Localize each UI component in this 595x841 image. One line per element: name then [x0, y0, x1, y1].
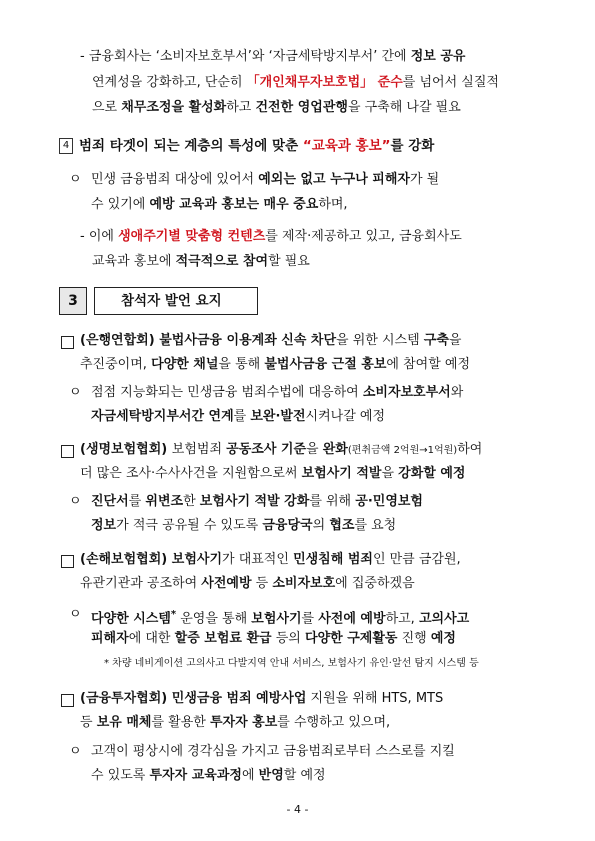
text-bold: 민생침해 범죄	[293, 552, 373, 567]
text: 할 필요	[268, 254, 310, 269]
text-bold: 진단서	[91, 494, 129, 509]
section-title: 참석자 발언 요지	[94, 287, 258, 315]
text: 의	[312, 518, 330, 533]
text-bold: 다양한 구제활동	[305, 631, 398, 646]
text: 을 통해	[218, 357, 265, 372]
text: 수 있기에	[91, 197, 150, 212]
p2-line-1	[80, 441, 482, 460]
text-bold: 예방 교육과 홍보는 매우 중요	[149, 197, 319, 212]
text: 를 수행하고 있으며,	[277, 715, 391, 730]
text: 등	[80, 715, 97, 730]
text-bold: 반영	[258, 768, 284, 783]
o5-line-2	[91, 767, 326, 785]
text-red: 생애주기별 맞춤형 컨텐츠	[118, 229, 266, 244]
heading-4	[79, 137, 434, 155]
text: 를 위해	[309, 494, 356, 509]
text-bold: (금융투자협회)	[80, 691, 172, 706]
p3-line-1	[80, 551, 461, 569]
circle-bullet: ㅇ	[69, 744, 82, 759]
text-bold: 보험사기 적발 강화	[199, 494, 310, 509]
text-bold: 불법사금융 근절 홍보	[264, 357, 387, 372]
text-red: “교육과 홍보”	[302, 138, 391, 154]
text-bold: 예외는 없고 누구나 피해자	[258, 172, 410, 187]
text-bold: 보험사기	[251, 611, 302, 627]
page-number: - 4 -	[286, 803, 309, 816]
o2-line-1	[91, 384, 463, 402]
d1-line-2	[92, 253, 310, 271]
heading-number-box: 4	[59, 138, 73, 154]
text: 하고,	[385, 611, 419, 627]
text: 민생 금융범죄 대상에 있어서	[91, 172, 259, 187]
text-bold: 예정	[430, 631, 456, 646]
text-bold: 정보	[91, 518, 117, 533]
o4-line-1	[91, 606, 469, 628]
text: - 이에	[80, 229, 119, 244]
checkbox-square-icon	[61, 555, 74, 568]
text-red: 「개인채무자보호법」 준수	[246, 75, 403, 90]
text: 를 요청	[354, 518, 397, 533]
checkbox-square-icon	[61, 694, 74, 707]
text: 가 적극 공유될 수 있도록	[116, 518, 263, 533]
text: 에 참여할 예정	[386, 357, 471, 372]
footnote: * 차량 네비게이션 고의사고 다발지역 안내 서비스, 보험사기 유인·알선 탐지 시스템 등	[104, 658, 479, 669]
text-bold: 불법사금융 이용계좌 신속 차단	[159, 333, 337, 348]
d1-line-1	[80, 228, 462, 246]
p4-line-1	[80, 690, 443, 708]
text: 진행	[397, 631, 431, 646]
text-bold: 소비자보호	[272, 576, 336, 591]
text: 시켜나갈 예정	[305, 409, 386, 424]
text-bold: 건전한 영업관행	[255, 100, 348, 115]
text-bold: 공동조사 기준	[226, 442, 307, 457]
text: 을 구축해 나갈 필요	[347, 100, 461, 115]
text-bold: 보험사기	[171, 552, 222, 567]
circle-bullet: ㅇ	[69, 172, 82, 187]
o2-line-2	[91, 408, 385, 426]
text: 할 예정	[283, 768, 326, 783]
text: 에 대한	[128, 631, 175, 646]
checkbox-square-icon	[61, 336, 74, 349]
text: 보험범죄	[171, 442, 227, 457]
checkbox-square-icon	[61, 445, 74, 458]
text-bold: 사전예방	[201, 576, 252, 591]
text-bold: 사전에 예방	[318, 611, 386, 627]
p1-line-2	[80, 356, 470, 374]
section-number: 3	[59, 287, 87, 315]
text-bold: 다양한 채널	[151, 357, 219, 372]
text: 을	[306, 442, 323, 457]
text: 하며,	[318, 197, 348, 212]
text-bold: 정보 공유	[410, 49, 466, 64]
text: 으로	[92, 100, 122, 115]
o4-line-2	[91, 630, 456, 648]
text: 점점 지능화되는 민생금융 범죄수법에 대응하여	[91, 385, 363, 400]
text-bold: 투자자 교육과정	[149, 768, 242, 783]
p1-line-1	[80, 332, 461, 350]
text-bold: 공·민영보험	[355, 494, 423, 509]
text-bold: (은행연합회)	[80, 333, 160, 348]
text-small: (편취금액 2억원→1억원)	[347, 445, 458, 456]
text: 를 강화	[390, 138, 435, 154]
o3-line-1	[91, 493, 423, 511]
text-bold: 위변조	[145, 494, 184, 509]
text: 가 대표적인	[222, 552, 294, 567]
text: 등의	[271, 631, 305, 646]
text-bold: (생명보험협회)	[80, 442, 172, 457]
text-bold: (손해보험협회)	[80, 552, 172, 567]
text: 추진중이며,	[80, 357, 152, 372]
text: 범죄 타겟이 되는 계층의 특성에 맞춘	[79, 138, 303, 154]
circle-bullet: ㅇ	[69, 494, 82, 509]
text: 등	[251, 576, 273, 591]
text: 한	[183, 494, 200, 509]
o1-line-1	[91, 171, 439, 189]
text-bold: 투자자 홍보	[209, 715, 278, 730]
text: 를 넘어서 실질적	[402, 75, 499, 90]
text: - 금융회사는 ‘소비자보호부서’와 ‘자금세탁방지부서’ 간에	[80, 49, 411, 64]
text-bold: 자금세탁방지부서간 연계	[91, 409, 234, 424]
footnote-marker: *	[170, 609, 177, 620]
text-bold: 적극적으로 참여	[175, 254, 269, 269]
text: 유관기관과 공조하여	[80, 576, 202, 591]
text: 를	[128, 494, 146, 509]
o5-line-1: 고객이 평상시에 경각심을 가지고 금융범죄로부터 스스로를 지킬	[91, 744, 455, 759]
bullet-line-3	[92, 99, 461, 117]
text: 인 만큼 금감원,	[372, 552, 461, 567]
text: 하고	[226, 100, 256, 115]
text: 하여	[457, 442, 483, 457]
p4-line-2	[80, 714, 390, 732]
text-bold: 보완·발전	[250, 409, 306, 424]
text-bold: 보험사기 적발	[301, 466, 382, 481]
text-bold: 소비자보호부서	[362, 385, 451, 400]
text-bold: 완화	[322, 442, 348, 457]
text: 연계성을 강화하고, 단순히	[92, 75, 247, 90]
text: 와	[450, 385, 464, 400]
text: 에	[241, 768, 259, 783]
text: 수 있도록	[91, 768, 150, 783]
text: 를 활용한	[151, 715, 210, 730]
text: 교육과 홍보에	[92, 254, 176, 269]
circle-bullet: ㅇ	[69, 607, 82, 622]
text: 을 위한 시스템	[336, 333, 424, 348]
text: 지원을 위해 HTS, MTS	[306, 691, 444, 706]
text-bold: 할증 보험료 환급	[174, 631, 272, 646]
o3-line-2	[91, 517, 396, 535]
text-bold: 강화할 예정	[398, 466, 466, 481]
p3-line-2	[80, 575, 415, 593]
text: 을	[381, 466, 399, 481]
o1-line-2	[91, 196, 348, 214]
circle-bullet: ㅇ	[69, 385, 82, 400]
text: 를	[301, 611, 319, 627]
text: 를	[233, 409, 251, 424]
text-bold: 협조	[329, 518, 355, 533]
text-bold: 다양한 시스템	[91, 611, 171, 627]
text: 을	[448, 333, 462, 348]
text: 에 집중하겠음	[335, 576, 415, 591]
text-bold: 구축	[423, 333, 449, 348]
text-bold: 민생금융 범죄 예방사업	[171, 691, 307, 706]
text: 가 될	[409, 172, 440, 187]
text-bold: 고의사고	[418, 611, 470, 627]
text: 를 제작·제공하고 있고, 금융회사도	[265, 229, 462, 244]
text-bold: 피해자	[91, 631, 129, 646]
text-bold: 보유 매체	[96, 715, 152, 730]
bullet-line-1	[80, 48, 465, 66]
text-bold: 채무조정을 활성화	[121, 100, 227, 115]
bullet-line-2	[92, 74, 499, 92]
text: 운영을 통해	[176, 611, 252, 627]
text: 더 많은 조사·수사사건을 지원함으로써	[80, 466, 302, 481]
text-bold: 금융당국	[262, 518, 313, 533]
p2-line-2	[80, 465, 466, 483]
